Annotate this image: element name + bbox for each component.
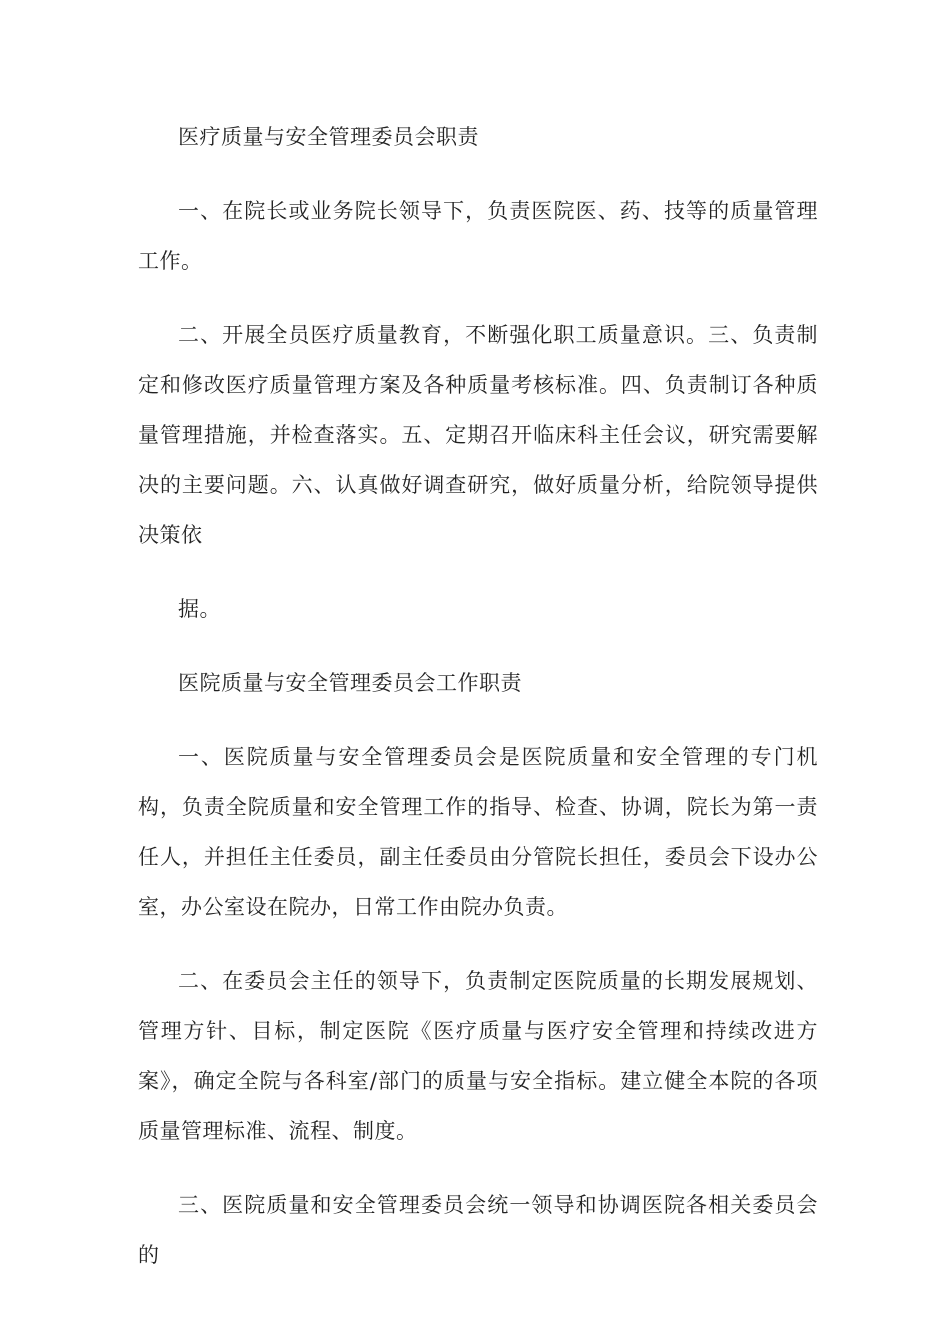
paragraph: 二、开展全员医疗质量教育，不断强化职工质量意识。三、负责制定和修改医疗质量管理方案及各种质量考核标准。四、负责制订各种质量管理措施，并检查落实。五、定期召开临床科主任会议，研究需要解决的主要问题。六、认真做好调查研究，做好质量分析，给院领导提供决策依 [138,323,818,547]
section-title-medical-quality: 医疗质量与安全管理委员会职责 [178,125,479,149]
paragraph: 据。 [178,597,221,621]
paragraph: 一、医院质量与安全管理委员会是医院质量和安全管理的专门机构，负责全院质量和安全管理工作的指导、检查、协调，院长为第一责任人，并担任主任委员，副主任委员由分管院长担任，委员会下设办公室，办公室设在院办，日常工作由院办负责。 [138,745,818,919]
paragraph: 三、医院质量和安全管理委员会统一领导和协调医院各相关委员会的 [138,1193,818,1267]
paragraph: 二、在委员会主任的领导下，负责制定医院质量的长期发展规划、管理方针、目标，制定医院《医疗质量与医疗安全管理和持续改进方案》，确定全院与各科室/部门的质量与安全指标。建立健全本院的各项质量管理标准、流程、制度。 [138,969,818,1143]
section-title-hospital-quality: 医院质量与安全管理委员会工作职责 [178,671,522,695]
document-body [138,112,818,1304]
paragraph: 一、在院长或业务院长领导下，负责医院医、药、技等的质量管理工作。 [138,199,818,273]
